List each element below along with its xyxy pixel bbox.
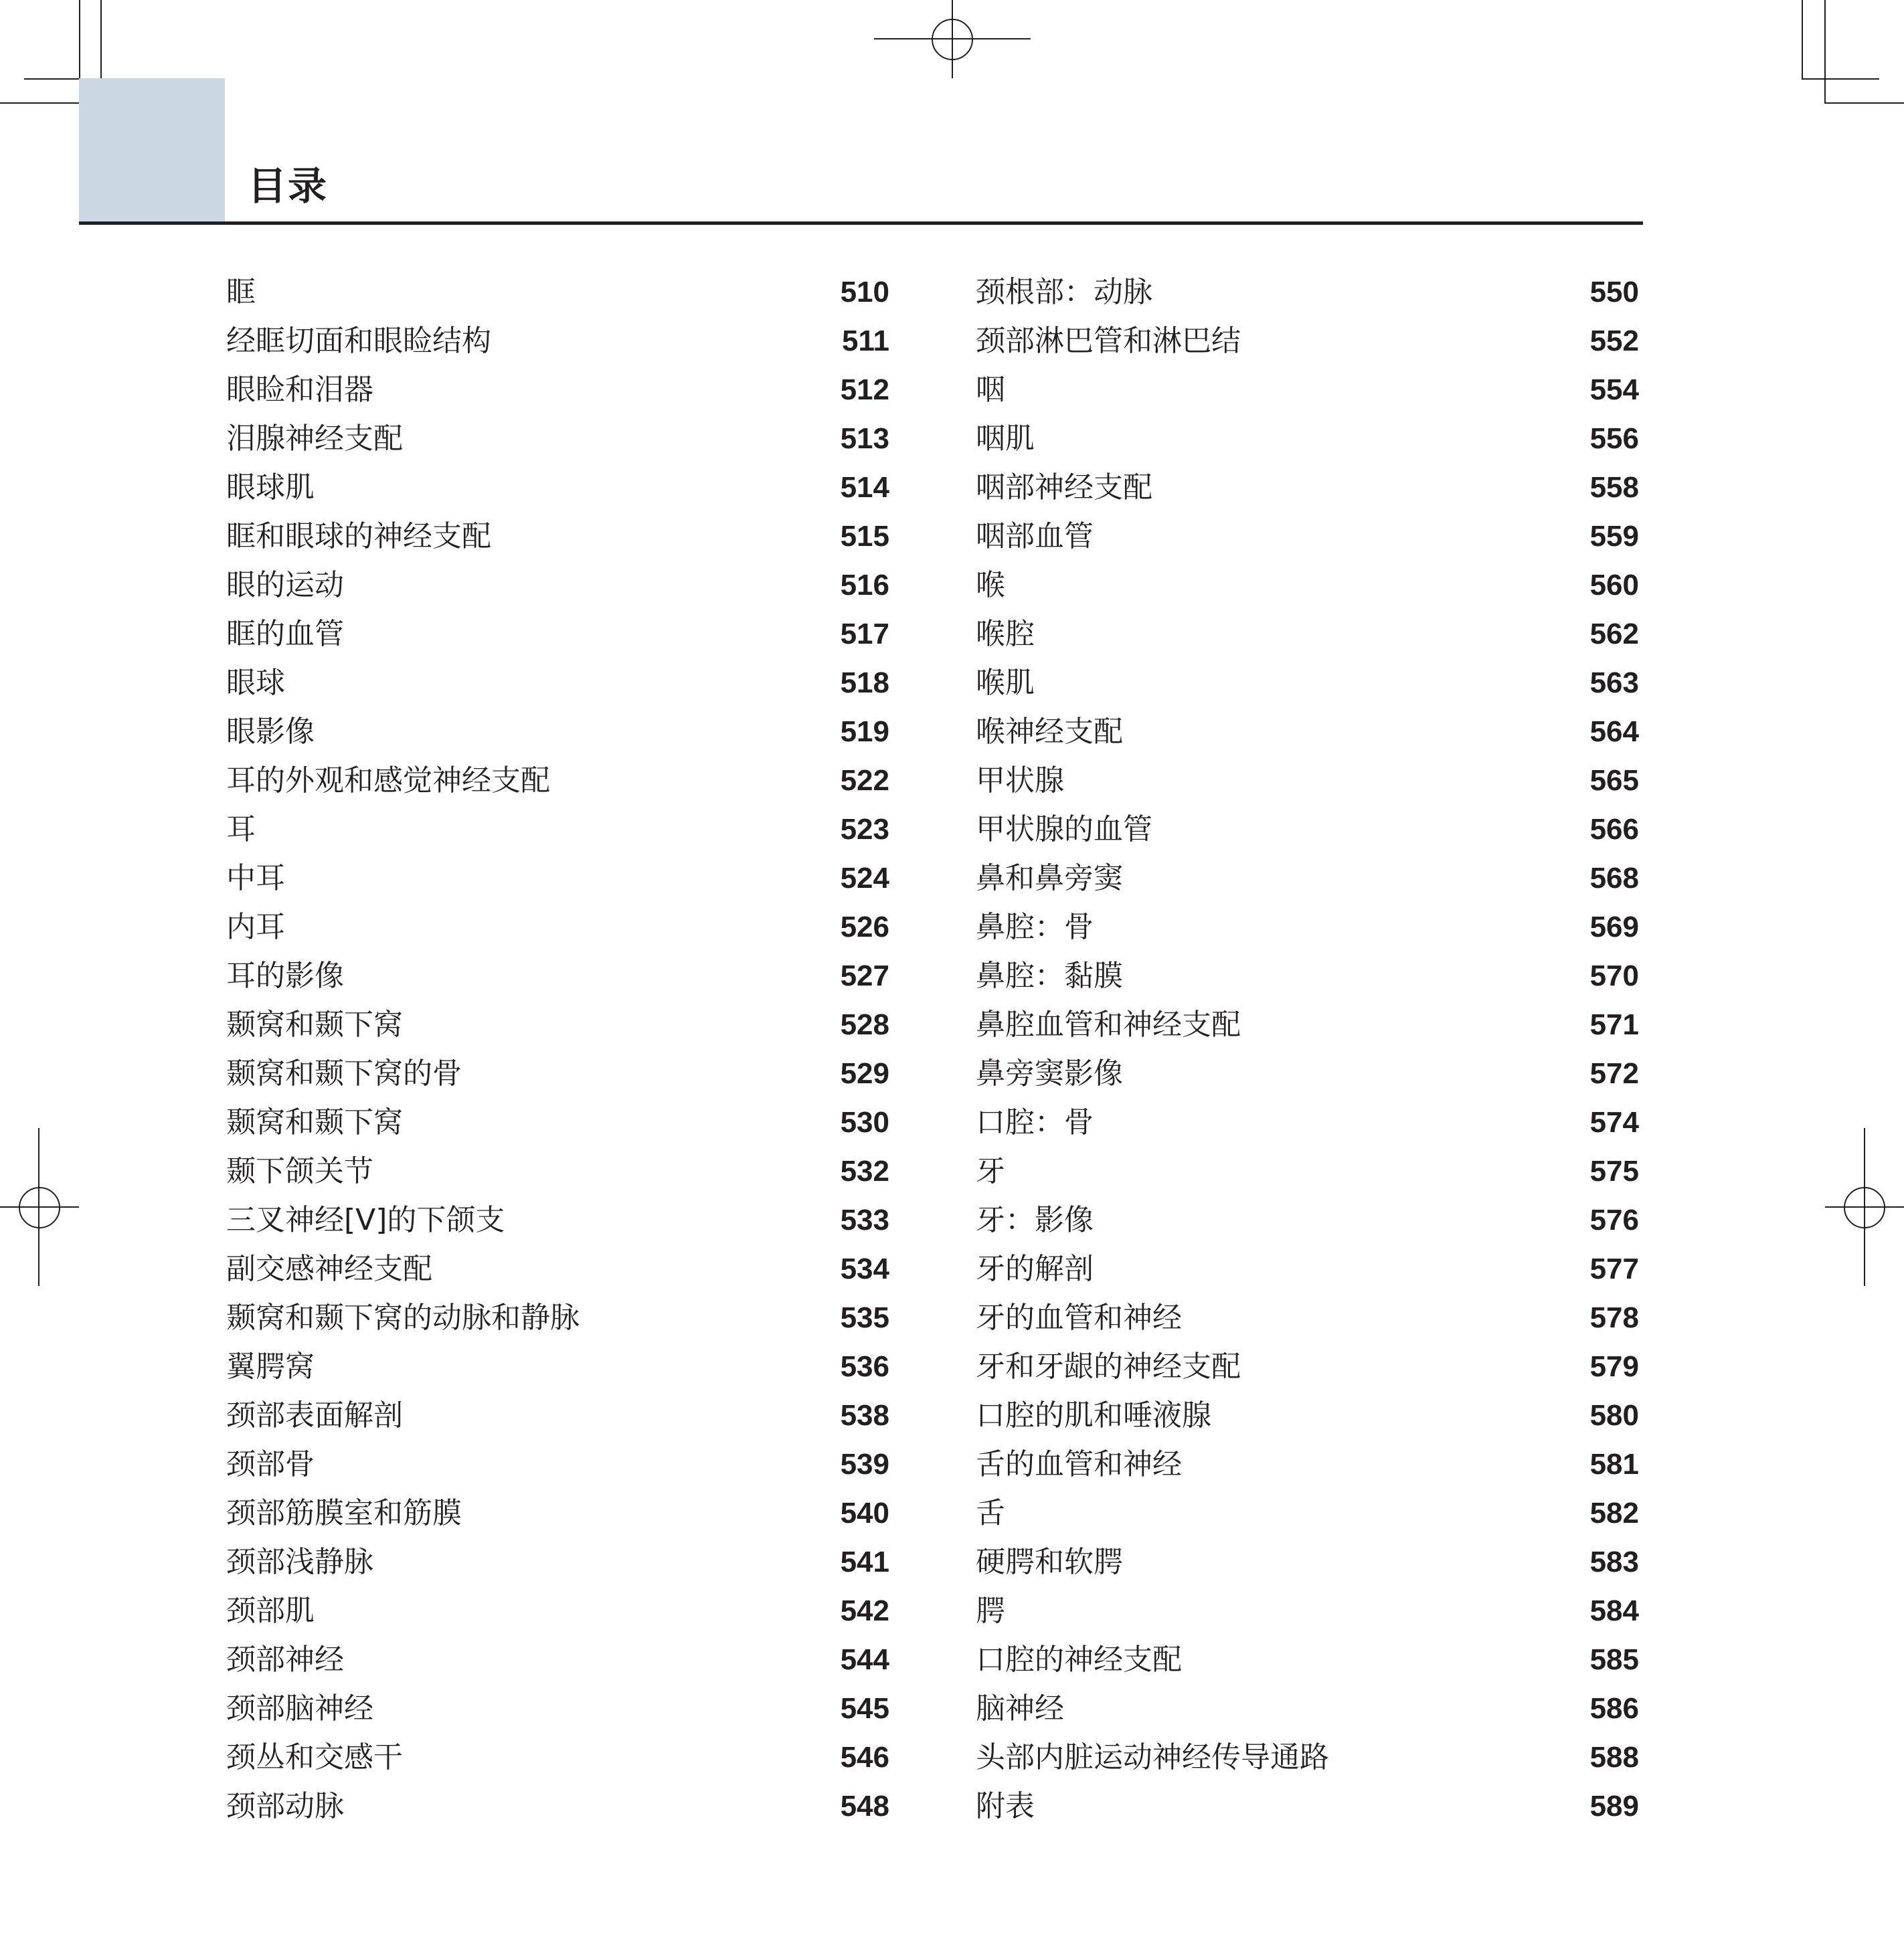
toc-entry-page-number: 540 bbox=[840, 1497, 889, 1530]
toc-entry-page-number: 560 bbox=[1589, 569, 1639, 602]
toc-entry-title: 颈根部：动脉 bbox=[976, 275, 1152, 309]
toc-entry-page-number: 577 bbox=[1589, 1253, 1639, 1285]
toc-entry[interactable] bbox=[976, 1147, 1639, 1196]
toc-entry-page-number: 526 bbox=[840, 911, 889, 943]
toc-column-left bbox=[226, 268, 889, 1831]
toc-entry[interactable] bbox=[226, 561, 889, 610]
toc-entry[interactable] bbox=[976, 1293, 1639, 1342]
toc-entry-page-number: 518 bbox=[840, 666, 889, 699]
toc-entry-page-number: 563 bbox=[1589, 666, 1639, 699]
title-accent-block bbox=[79, 78, 225, 224]
toc-entry[interactable] bbox=[226, 1440, 889, 1489]
toc-entry-page-number: 550 bbox=[1589, 276, 1639, 308]
toc-entry-title: 喉腔 bbox=[976, 617, 1035, 651]
toc-entry-title: 颈丛和交感干 bbox=[226, 1740, 403, 1774]
toc-entry-title: 翼腭窝 bbox=[226, 1350, 315, 1384]
toc-entry[interactable] bbox=[976, 1098, 1639, 1147]
toc-entry-title: 颈部动脉 bbox=[226, 1789, 344, 1823]
toc-entry[interactable] bbox=[226, 1293, 889, 1342]
toc-entry-title: 腭 bbox=[976, 1594, 1005, 1628]
toc-entry-title: 口腔：骨 bbox=[976, 1105, 1094, 1139]
toc-entry-page-number: 585 bbox=[1589, 1643, 1639, 1676]
toc-entry-title: 牙的解剖 bbox=[976, 1252, 1094, 1286]
toc-entry[interactable] bbox=[976, 365, 1639, 414]
toc-entry[interactable] bbox=[976, 951, 1639, 1000]
page-title: 目录 bbox=[248, 163, 329, 209]
toc-entry[interactable] bbox=[976, 610, 1639, 658]
title-rule bbox=[79, 221, 1643, 225]
toc-entry[interactable] bbox=[226, 854, 889, 903]
toc-entry-title: 鼻腔：骨 bbox=[976, 910, 1094, 944]
toc-entry-title: 颈部淋巴管和淋巴结 bbox=[976, 324, 1241, 358]
toc-entry-page-number: 528 bbox=[840, 1008, 889, 1041]
toc-entry[interactable] bbox=[976, 1733, 1639, 1782]
toc-entry-page-number: 569 bbox=[1589, 911, 1639, 943]
toc-entry-title: 泪腺神经支配 bbox=[226, 422, 403, 456]
toc-entry-title: 鼻腔血管和神经支配 bbox=[976, 1008, 1241, 1042]
toc-entry-page-number: 545 bbox=[840, 1692, 889, 1725]
toc-entry-page-number: 588 bbox=[1589, 1741, 1639, 1774]
toc-entry[interactable] bbox=[976, 414, 1639, 463]
toc-entry-title: 颈部肌 bbox=[226, 1594, 315, 1628]
toc-entry[interactable] bbox=[976, 561, 1639, 610]
toc-entry-page-number: 559 bbox=[1589, 520, 1639, 553]
toc-entry-title: 喉神经支配 bbox=[976, 715, 1123, 749]
toc-entry-page-number: 514 bbox=[840, 471, 889, 504]
toc-entry[interactable] bbox=[226, 1489, 889, 1538]
toc-entry-title: 牙 bbox=[976, 1154, 1005, 1188]
toc-entry[interactable] bbox=[976, 903, 1639, 951]
toc-entry[interactable] bbox=[226, 658, 889, 707]
toc-entry-title: 颈部筋膜室和筋膜 bbox=[226, 1496, 462, 1530]
toc-entry[interactable] bbox=[976, 707, 1639, 756]
toc-entry[interactable] bbox=[976, 854, 1639, 903]
toc-entry-page-number: 572 bbox=[1589, 1057, 1639, 1090]
toc-entry-page-number: 586 bbox=[1589, 1692, 1639, 1725]
toc-entry[interactable] bbox=[226, 1733, 889, 1782]
toc-entry[interactable] bbox=[226, 707, 889, 756]
toc-entry-page-number: 584 bbox=[1589, 1594, 1639, 1627]
toc-entry[interactable] bbox=[226, 1391, 889, 1440]
toc-entry[interactable] bbox=[976, 1684, 1639, 1733]
toc-entry-page-number: 524 bbox=[840, 862, 889, 895]
toc-entry[interactable] bbox=[226, 1635, 889, 1684]
toc-entry-title: 耳的外观和感觉神经支配 bbox=[226, 763, 550, 798]
toc-entry[interactable] bbox=[226, 365, 889, 414]
toc-entry[interactable] bbox=[226, 1586, 889, 1635]
toc-entry-page-number: 566 bbox=[1589, 813, 1639, 846]
toc-entry-title: 耳的影像 bbox=[226, 959, 344, 993]
toc-entry-page-number: 579 bbox=[1589, 1350, 1639, 1383]
toc-entry-title: 喉 bbox=[976, 568, 1005, 602]
toc-entry[interactable] bbox=[226, 1147, 889, 1196]
toc-entry-title: 鼻和鼻旁窦 bbox=[976, 861, 1123, 895]
toc-entry-title: 口腔的肌和唾液腺 bbox=[976, 1398, 1211, 1432]
registration-mark-right bbox=[1844, 1187, 1885, 1228]
toc-entry[interactable] bbox=[226, 316, 889, 365]
toc-entry[interactable] bbox=[226, 951, 889, 1000]
toc-entry-page-number: 517 bbox=[840, 618, 889, 650]
toc-entry[interactable] bbox=[226, 1049, 889, 1098]
toc-entry-page-number: 522 bbox=[840, 764, 889, 797]
toc-entry-title: 咽部神经支配 bbox=[976, 470, 1152, 504]
toc-entry-page-number: 581 bbox=[1589, 1448, 1639, 1481]
toc-entry-page-number: 535 bbox=[840, 1301, 889, 1334]
toc-entry-page-number: 578 bbox=[1589, 1301, 1639, 1334]
toc-entry-page-number: 544 bbox=[840, 1643, 889, 1676]
toc-entry[interactable] bbox=[226, 512, 889, 561]
toc-entry-page-number: 539 bbox=[840, 1448, 889, 1481]
toc-entry-page-number: 513 bbox=[840, 422, 889, 455]
toc-entry[interactable] bbox=[976, 1000, 1639, 1049]
toc-entry-page-number: 533 bbox=[840, 1204, 889, 1236]
toc-entry[interactable] bbox=[976, 1782, 1639, 1831]
toc-entry[interactable] bbox=[976, 1391, 1639, 1440]
toc-entry-page-number: 538 bbox=[840, 1399, 889, 1432]
toc-entry-title: 颈部骨 bbox=[226, 1447, 315, 1481]
toc-entry[interactable] bbox=[226, 1342, 889, 1391]
toc-entry-title: 眶 bbox=[226, 275, 256, 309]
toc-entry-page-number: 546 bbox=[840, 1741, 889, 1774]
toc-entry-page-number: 512 bbox=[840, 373, 889, 406]
toc-entry-page-number: 527 bbox=[840, 959, 889, 992]
toc-entry-title: 喉肌 bbox=[976, 666, 1035, 700]
toc-entry[interactable] bbox=[226, 1538, 889, 1586]
toc-entry-page-number: 515 bbox=[840, 520, 889, 553]
toc-entry[interactable] bbox=[976, 512, 1639, 561]
toc-entry[interactable] bbox=[226, 610, 889, 658]
toc-entry-page-number: 532 bbox=[840, 1155, 889, 1188]
toc-entry-title: 脑神经 bbox=[976, 1691, 1064, 1726]
toc-entry-page-number: 571 bbox=[1589, 1008, 1639, 1041]
toc-entry-page-number: 552 bbox=[1589, 325, 1639, 357]
toc-entry-page-number: 568 bbox=[1589, 862, 1639, 895]
toc-entry[interactable] bbox=[976, 1049, 1639, 1098]
toc-entry-title: 舌 bbox=[976, 1496, 1005, 1530]
toc-entry-title: 眼影像 bbox=[226, 715, 315, 749]
toc-entry-page-number: 536 bbox=[840, 1350, 889, 1383]
toc-entry[interactable] bbox=[976, 268, 1639, 316]
toc-entry-page-number: 565 bbox=[1589, 764, 1639, 797]
toc-entry-title: 中耳 bbox=[226, 861, 285, 895]
toc-entry-title: 颞窝和颞下窝 bbox=[226, 1008, 403, 1042]
toc-entry-title: 牙的血管和神经 bbox=[976, 1301, 1182, 1335]
toc-entry-page-number: 582 bbox=[1589, 1497, 1639, 1530]
toc-entry-page-number: 519 bbox=[840, 715, 889, 748]
toc-entry-page-number: 548 bbox=[840, 1790, 889, 1823]
toc-entry-page-number: 574 bbox=[1589, 1106, 1639, 1139]
toc-entry[interactable] bbox=[226, 1098, 889, 1147]
toc-entry[interactable] bbox=[976, 1586, 1639, 1635]
toc-entry-title: 牙和牙龈的神经支配 bbox=[976, 1350, 1241, 1384]
toc-entry[interactable] bbox=[976, 805, 1639, 854]
toc-entry-page-number: 516 bbox=[840, 569, 889, 602]
toc-entry-page-number: 583 bbox=[1589, 1546, 1639, 1578]
toc-entry-title: 颞下颌关节 bbox=[226, 1154, 373, 1188]
toc-entry-title: 甲状腺的血管 bbox=[976, 812, 1152, 846]
toc-entry-title: 鼻腔：黏膜 bbox=[976, 959, 1123, 993]
toc-column-right bbox=[976, 268, 1639, 1831]
toc-entry-title: 三叉神经[Ⅴ]的下颌支 bbox=[226, 1203, 505, 1237]
toc-entry-title: 眼球肌 bbox=[226, 470, 315, 504]
toc-entry-page-number: 529 bbox=[840, 1057, 889, 1090]
toc-entry-page-number: 576 bbox=[1589, 1204, 1639, 1236]
toc-entry-page-number: 564 bbox=[1589, 715, 1639, 748]
toc-entry[interactable] bbox=[976, 1244, 1639, 1293]
toc-entry-title: 颈部神经 bbox=[226, 1643, 344, 1677]
toc-entry-title: 舌的血管和神经 bbox=[976, 1447, 1182, 1481]
toc-entry[interactable] bbox=[226, 463, 889, 512]
toc-entry-title: 头部内脏运动神经传导通路 bbox=[976, 1740, 1329, 1774]
toc-entry-title: 眼球 bbox=[226, 666, 285, 700]
toc-entry-page-number: 556 bbox=[1589, 422, 1639, 455]
toc-entry-title: 咽部血管 bbox=[976, 519, 1094, 553]
toc-entry-page-number: 541 bbox=[840, 1546, 889, 1578]
toc-entry-title: 眼的运动 bbox=[226, 568, 344, 602]
toc-entry-title: 咽肌 bbox=[976, 422, 1035, 456]
toc-entry-page-number: 523 bbox=[840, 813, 889, 846]
toc-entry-title: 硬腭和软腭 bbox=[976, 1545, 1123, 1579]
toc-entry-title: 牙：影像 bbox=[976, 1203, 1094, 1237]
toc-entry-page-number: 511 bbox=[842, 325, 889, 357]
toc-entry[interactable] bbox=[226, 1244, 889, 1293]
toc-entry-title: 颈部浅静脉 bbox=[226, 1545, 373, 1579]
toc-entry[interactable] bbox=[226, 903, 889, 951]
toc-entry-page-number: 558 bbox=[1589, 471, 1639, 504]
toc-entry-page-number: 530 bbox=[840, 1106, 889, 1139]
toc-entry-title: 颈部表面解剖 bbox=[226, 1398, 403, 1432]
toc-entry-title: 眼睑和泪器 bbox=[226, 373, 373, 407]
toc-entry-page-number: 554 bbox=[1589, 373, 1639, 406]
toc-entry-page-number: 575 bbox=[1589, 1155, 1639, 1188]
toc-entry-title: 甲状腺 bbox=[976, 763, 1064, 798]
toc-entry-page-number: 570 bbox=[1589, 959, 1639, 992]
toc-entry[interactable] bbox=[976, 1196, 1639, 1244]
toc-entry[interactable] bbox=[976, 1538, 1639, 1586]
toc-entry-title: 颞窝和颞下窝 bbox=[226, 1105, 403, 1139]
toc-entry[interactable] bbox=[226, 805, 889, 854]
toc-entry-title: 眶的血管 bbox=[226, 617, 344, 651]
toc-entry-page-number: 542 bbox=[840, 1594, 889, 1627]
toc-entry-page-number: 534 bbox=[840, 1253, 889, 1285]
toc-entry[interactable] bbox=[976, 1635, 1639, 1684]
toc-entry-title: 鼻旁窦影像 bbox=[976, 1056, 1123, 1091]
toc-entry-title: 颈部脑神经 bbox=[226, 1691, 373, 1726]
toc-entry-title: 咽 bbox=[976, 373, 1005, 407]
toc-entry-title: 经眶切面和眼睑结构 bbox=[226, 324, 491, 358]
toc-entry[interactable] bbox=[226, 268, 889, 316]
toc-entry[interactable] bbox=[976, 1440, 1639, 1489]
toc-entry[interactable] bbox=[226, 1684, 889, 1733]
toc-entry[interactable] bbox=[976, 1489, 1639, 1538]
toc-entry-title: 眶和眼球的神经支配 bbox=[226, 519, 491, 553]
toc-entry[interactable] bbox=[976, 658, 1639, 707]
toc-entry-title: 副交感神经支配 bbox=[226, 1252, 432, 1286]
toc-entry-page-number: 580 bbox=[1589, 1399, 1639, 1432]
toc-entry-title: 内耳 bbox=[226, 910, 285, 944]
toc-entry[interactable] bbox=[976, 756, 1639, 805]
toc-entry[interactable] bbox=[976, 1342, 1639, 1391]
toc-entry[interactable] bbox=[976, 463, 1639, 512]
registration-mark-left bbox=[19, 1187, 60, 1228]
toc-entry[interactable] bbox=[976, 316, 1639, 365]
toc-entry[interactable] bbox=[226, 1196, 889, 1244]
toc-entry-page-number: 589 bbox=[1589, 1790, 1639, 1823]
toc-entry-title: 颞窝和颞下窝的动脉和静脉 bbox=[226, 1301, 580, 1335]
toc-entry-page-number: 562 bbox=[1589, 618, 1639, 650]
toc-entry[interactable] bbox=[226, 756, 889, 805]
registration-mark-top bbox=[932, 19, 973, 60]
toc-entry-title: 耳 bbox=[226, 812, 256, 846]
toc-entry-title: 附表 bbox=[976, 1789, 1035, 1823]
toc-entry-title: 口腔的神经支配 bbox=[976, 1643, 1182, 1677]
toc-entry[interactable] bbox=[226, 1000, 889, 1049]
toc-entry-page-number: 510 bbox=[840, 276, 889, 308]
toc-entry[interactable] bbox=[226, 414, 889, 463]
toc-entry[interactable] bbox=[226, 1782, 889, 1831]
toc-entry-title: 颞窝和颞下窝的骨 bbox=[226, 1056, 462, 1091]
